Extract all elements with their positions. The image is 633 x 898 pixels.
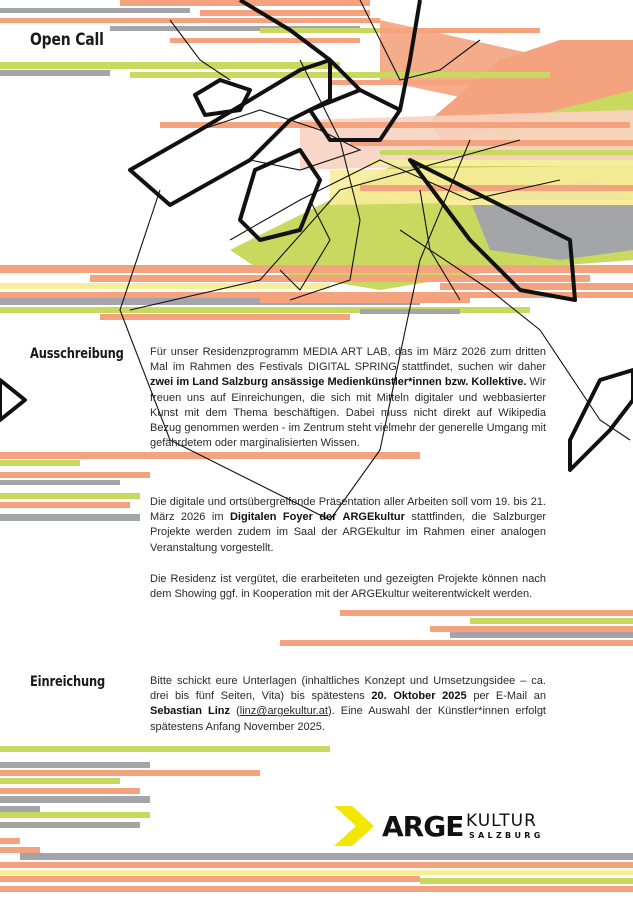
paragraph-residency: Die Residenz ist vergütet, die erarbeiteten und gezeigten Projekte können nach dem Showing ggf. in Kooperation mit der ARGEkultur weiterentwickelt werden. <box>150 573 546 601</box>
paragraph-call <box>150 345 546 451</box>
paragraph-call-text-a: Für unser Residenzprogramm MEDIA ART LAB, das im März 2026 zum dritten Mal im Rahmen des Festivals DIGITAL SPRING stattfindet, suchen wir daher <box>150 346 546 374</box>
paragraph-submission-text-g: ). Eine Auswahl der Künstler*innen erfolgt spätestens Anfang November 2025. <box>150 705 546 733</box>
logo-arge-text: ARGE <box>382 810 464 843</box>
paragraph-submission-text-a: Bitte schickt eure Unterlagen (inhaltliches Konzept und Umsetzungsidee – ca. drei bis fünf Seiten, Vita) bis spätestens <box>150 675 546 703</box>
argekultur-logo <box>334 806 554 848</box>
paragraph-submission <box>150 674 546 735</box>
contact-name: Sebastian Linz <box>150 705 231 718</box>
section-heading-ausschreibung: Ausschreibung <box>30 346 124 362</box>
paragraph-presentation <box>150 495 546 556</box>
paragraph-presentation-text-c: stattfinden, die Salzburger Projekte werden zudem im Saal der ARGEkultur im Rahmen einer analogen Veranstaltung vorgestellt. <box>150 511 546 554</box>
paragraph-presentation-text-a: Die digitale und ortsübergreifende Präsentation aller Arbeiten soll vom 19. bis 21. März 2026 im <box>150 496 546 524</box>
logo-kultur-text: KULTUR <box>466 811 537 831</box>
contact-email-link[interactable]: linz@argekultur.at <box>239 705 328 718</box>
paragraph-call-highlight: zwei im Land Salzburg ansässige Medienkünstler*innen bzw. Kollektive. <box>150 376 527 389</box>
right-stripes <box>280 610 633 646</box>
logo-chevron-icon <box>334 806 378 846</box>
logo-salzburg-text: SALZBURG <box>469 831 544 840</box>
section-heading-einreichung: Einreichung <box>30 674 106 690</box>
submission-deadline: 20. Oktober 2025 <box>371 690 467 703</box>
paragraph-call-text-c: Wir freuen uns auf Einreichungen, die sich mit Mitteln digitaler und webbasierter Kunst mit dem Thema beschäftigen. Dabei muss nicht direkt auf Wikipedia Bezug genommen werden - im Zentrum steht vielmehr der generelle Umgang mit gefährdetem oder marginalisierten Wissen. <box>150 376 546 450</box>
page-title: Open Call <box>30 30 104 50</box>
paragraph-submission-text-e: ( <box>230 705 240 718</box>
paragraph-submission-text-c: per E-Mail an <box>466 690 546 703</box>
paragraph-presentation-highlight: Digitalen Foyer der ARGEkultur <box>229 511 405 524</box>
